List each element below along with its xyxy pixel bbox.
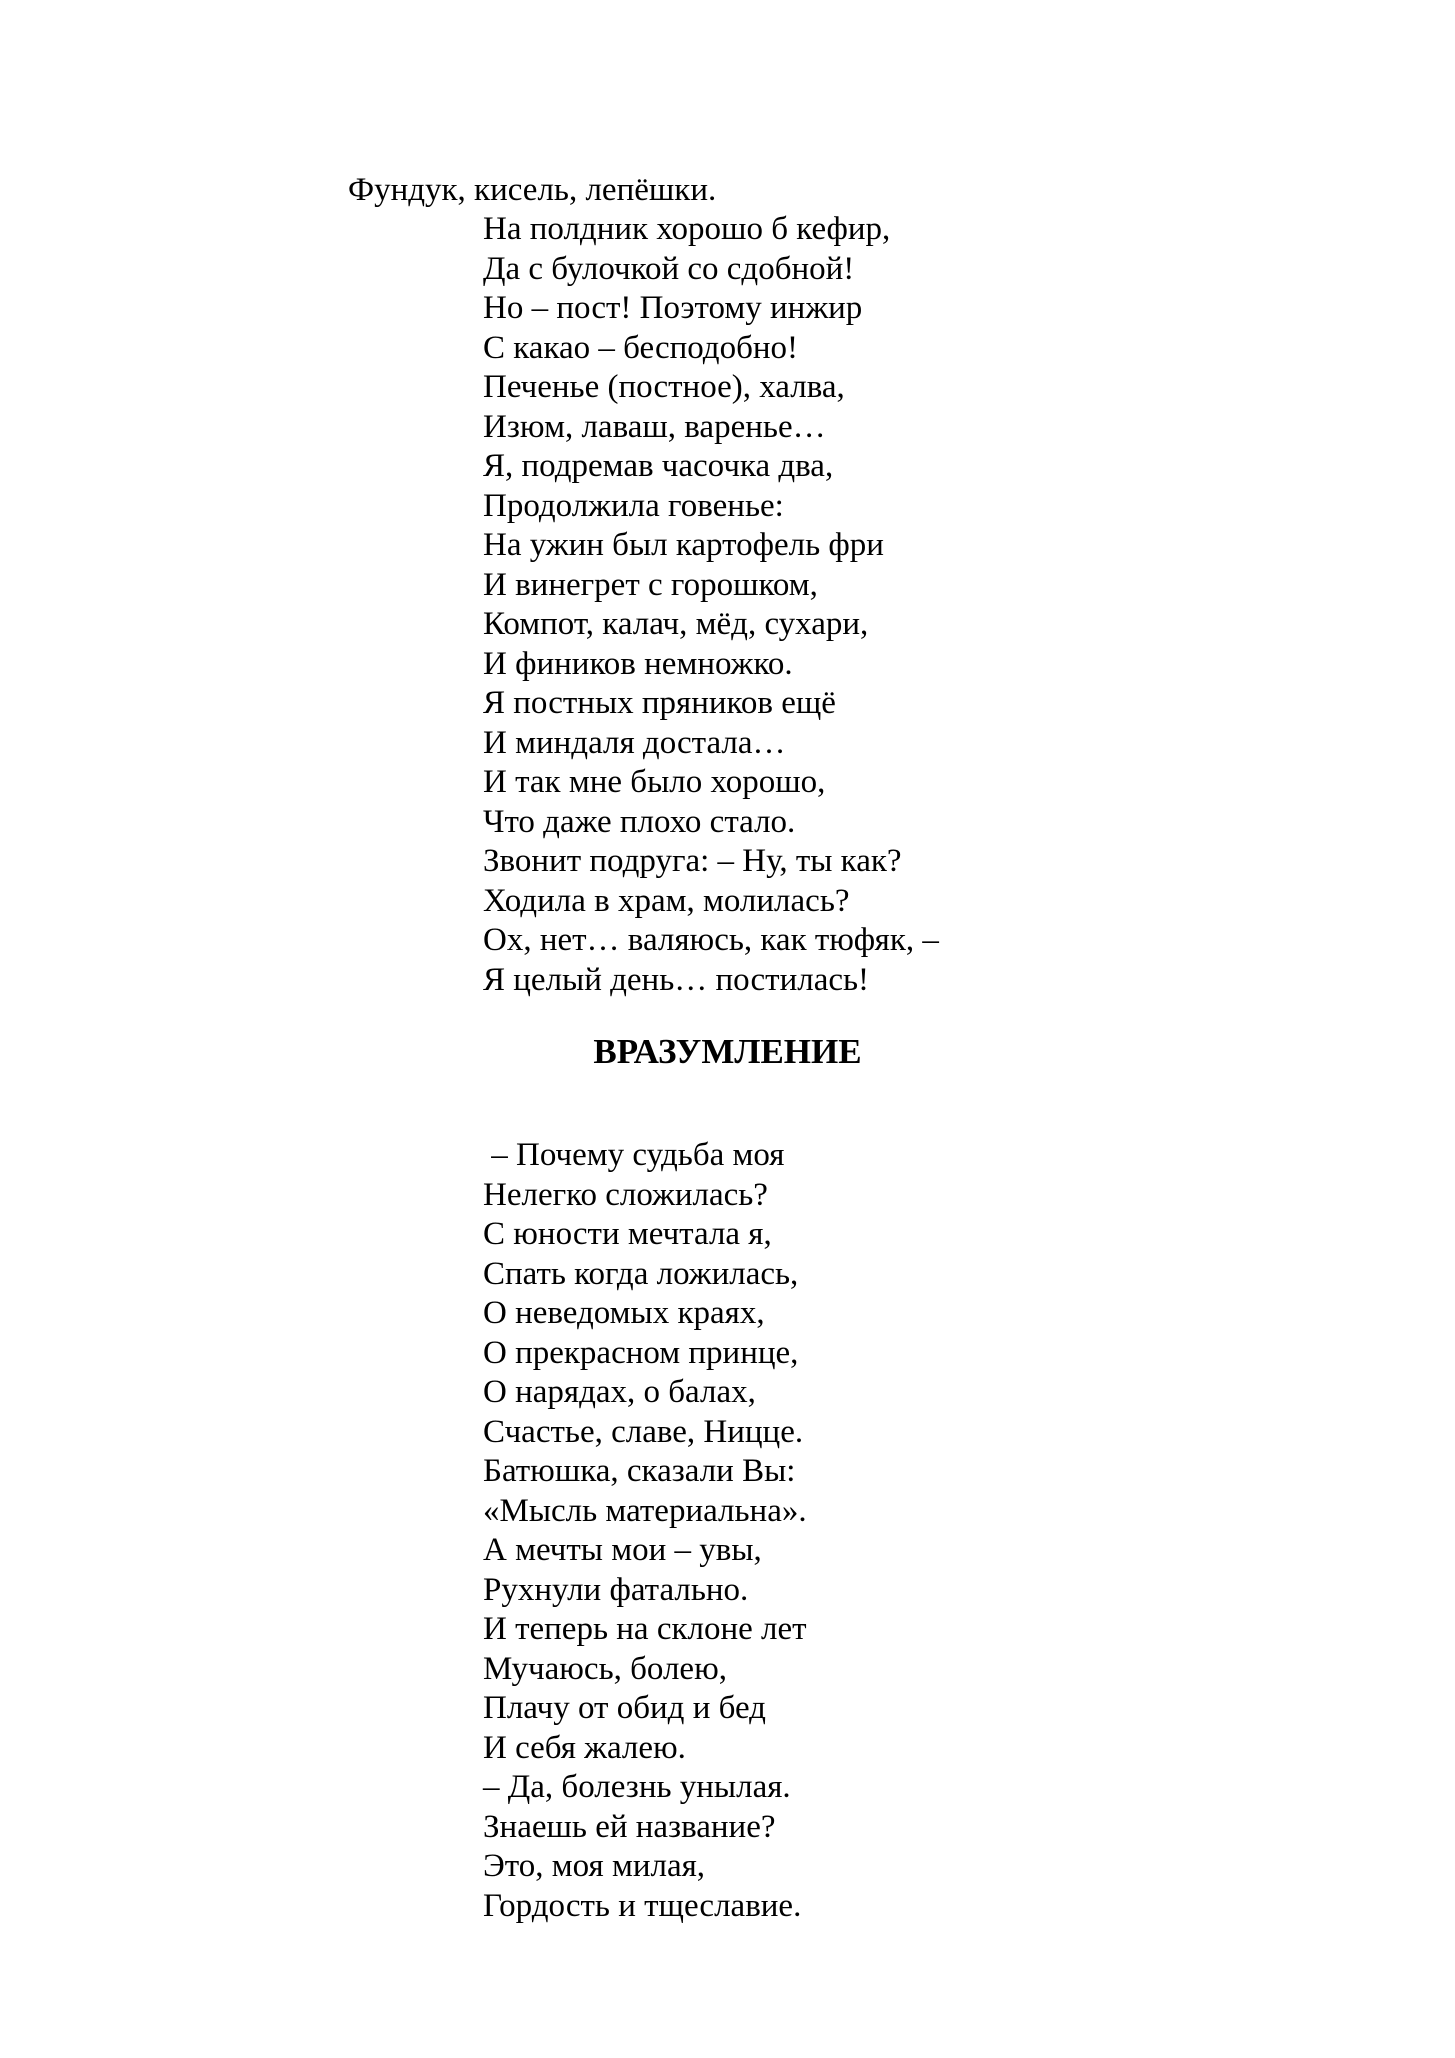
poem-line: Рухнули фатально. <box>483 1571 749 1608</box>
poem-line: Гордость и тщеславие. <box>483 1887 802 1924</box>
poem-line: Звонит подруга: – Ну, ты как? <box>483 843 902 879</box>
poem-line: Это, моя милая, <box>483 1848 706 1884</box>
poem-line: Спать когда ложилась, <box>483 1255 799 1292</box>
poem-line: Плачу от обид и бед <box>483 1690 766 1726</box>
poem-line: На полдник хорошо б кефир, <box>483 211 891 247</box>
poem-line: Изюм, лаваш, варенье… <box>483 408 826 445</box>
poem-line: Фундук, кисель, лепёшки. <box>348 172 717 208</box>
poem-line: И теперь на склоне лет <box>483 1611 807 1647</box>
poem-line: На ужин был картофель фри <box>483 527 884 563</box>
poem-line: Знаешь ей название? <box>483 1808 776 1845</box>
poem-line: Счастье, славе, Ницце. <box>483 1413 804 1450</box>
poem-line: О прекрасном принце, <box>483 1334 799 1371</box>
poem-line: Я постных пряников ещё <box>483 685 836 721</box>
poem-line: Ходила в храм, молилась? <box>483 882 850 919</box>
poem-line: И миндаля достала… <box>483 724 786 761</box>
poem-1 <box>483 210 939 1000</box>
poem-2 <box>483 1136 807 1926</box>
poem-line: «Мысль материальна». <box>483 1492 807 1529</box>
poem-line: Ох, нет… валяюсь, как тюфяк, – <box>483 922 939 958</box>
poem-line: О нарядах, о балах, <box>483 1374 756 1410</box>
poem-line: Я целый день… постилась! <box>483 961 870 998</box>
poem-line: С юности мечтала я, <box>483 1216 772 1252</box>
poem-line: Но – пост! Поэтому инжир <box>483 290 863 326</box>
poem-line: Продолжила говенье: <box>483 487 784 524</box>
poem-line: С какао – бесподобно! <box>483 329 799 366</box>
poem-line: Что даже плохо стало. <box>483 803 796 840</box>
section-heading: ВРАЗУМЛЕНИЕ <box>593 1032 862 1071</box>
poem-line: Да с булочкой со сдобной! <box>483 250 855 287</box>
poem-line: Печенье (постное), халва, <box>483 369 845 405</box>
poem-line: Компот, калач, мёд, сухари, <box>483 606 869 642</box>
poem-line: Нелегко сложилась? <box>483 1176 768 1213</box>
poem-line: И так мне было хорошо, <box>483 764 826 800</box>
poem-line: О неведомых краях, <box>483 1295 765 1331</box>
poem-line: Я, подремав часочка два, <box>483 448 834 484</box>
poem-line: А мечты мои – увы, <box>483 1532 762 1568</box>
poem-line: И себя жалею. <box>483 1729 686 1766</box>
poem-line: И фиников немножко. <box>483 645 793 682</box>
poem-line: Батюшка, сказали Вы: <box>483 1453 796 1489</box>
poem-line: И винегрет с горошком, <box>483 566 818 603</box>
poem-line: – Да, болезнь унылая. <box>483 1769 791 1805</box>
poem-line: Мучаюсь, болею, <box>483 1650 727 1687</box>
poem-line: – Почему судьба моя <box>483 1137 785 1173</box>
